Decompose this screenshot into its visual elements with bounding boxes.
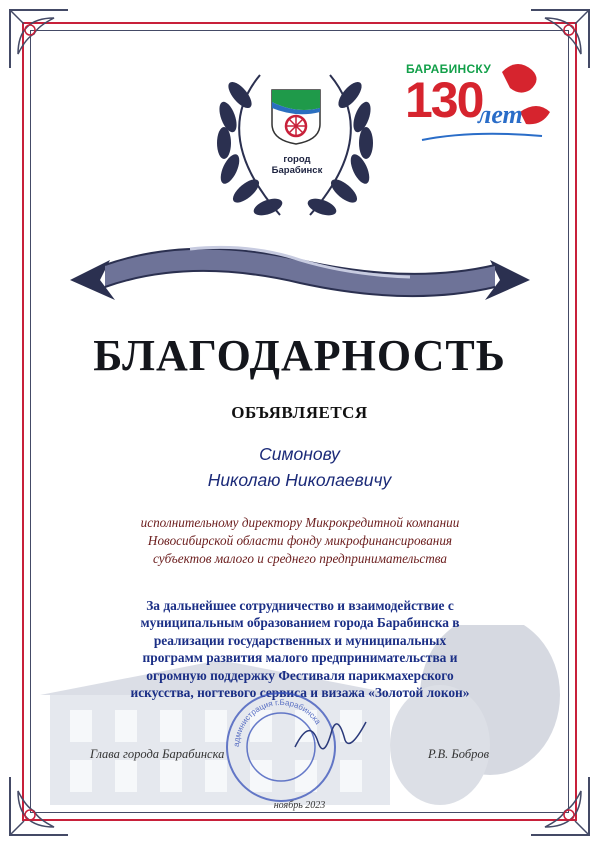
announce-heading: ОБЪЯВЛЯЕТСЯ [231, 403, 368, 422]
city-label-line1: город [283, 154, 311, 165]
ribbon-banner-icon [70, 225, 530, 325]
gratitude-reason-text [80, 597, 520, 701]
body-line: искусства, ногтевого сервиса и визажа «Золотой локон» [130, 685, 470, 701]
position-line: Новосибирской области фонду микрофинансирования [147, 533, 453, 548]
city-label-line2: Барабинск [271, 165, 323, 176]
city-coat-of-arms-icon [270, 88, 322, 146]
anniversary-suffix: лет [478, 100, 523, 129]
document-title: БЛАГОДАРНОСТЬ [93, 331, 506, 380]
body-line: реализации государственных и муниципальных [153, 632, 447, 648]
recipient-given-names: Николаю Николаевичу [207, 470, 392, 490]
signature-scribble-icon [290, 712, 370, 762]
corner-ornament-icon [4, 4, 74, 74]
anniversary-number: 130 [405, 72, 483, 128]
body-line: За дальнейшее сотрудничество и взаимодействие с [146, 598, 454, 613]
signatory-name: Р.В. Бобров [428, 747, 490, 761]
recipient-position [90, 514, 510, 568]
body-line: муниципальным образованием города Барабинска в [140, 615, 460, 631]
city-label [262, 154, 332, 176]
document-date: ноябрь 2023 [273, 800, 326, 811]
body-line: программ развития малого предпринимательства и [142, 650, 458, 666]
position-line: исполнительному директору Микрокредитной компании [140, 515, 460, 530]
recipient-surname: Симонову [259, 444, 340, 464]
signatory-title: Глава города Барабинска [90, 747, 225, 761]
body-line: огромную поддержку Фестиваля парикмахерского [146, 667, 454, 683]
stamp-text: администрация г.Барабинска [231, 697, 323, 748]
position-line: субъектов малого и среднего предпринимательства [153, 551, 447, 566]
anniversary-top-text: БАРАБИНСКУ [406, 62, 492, 76]
